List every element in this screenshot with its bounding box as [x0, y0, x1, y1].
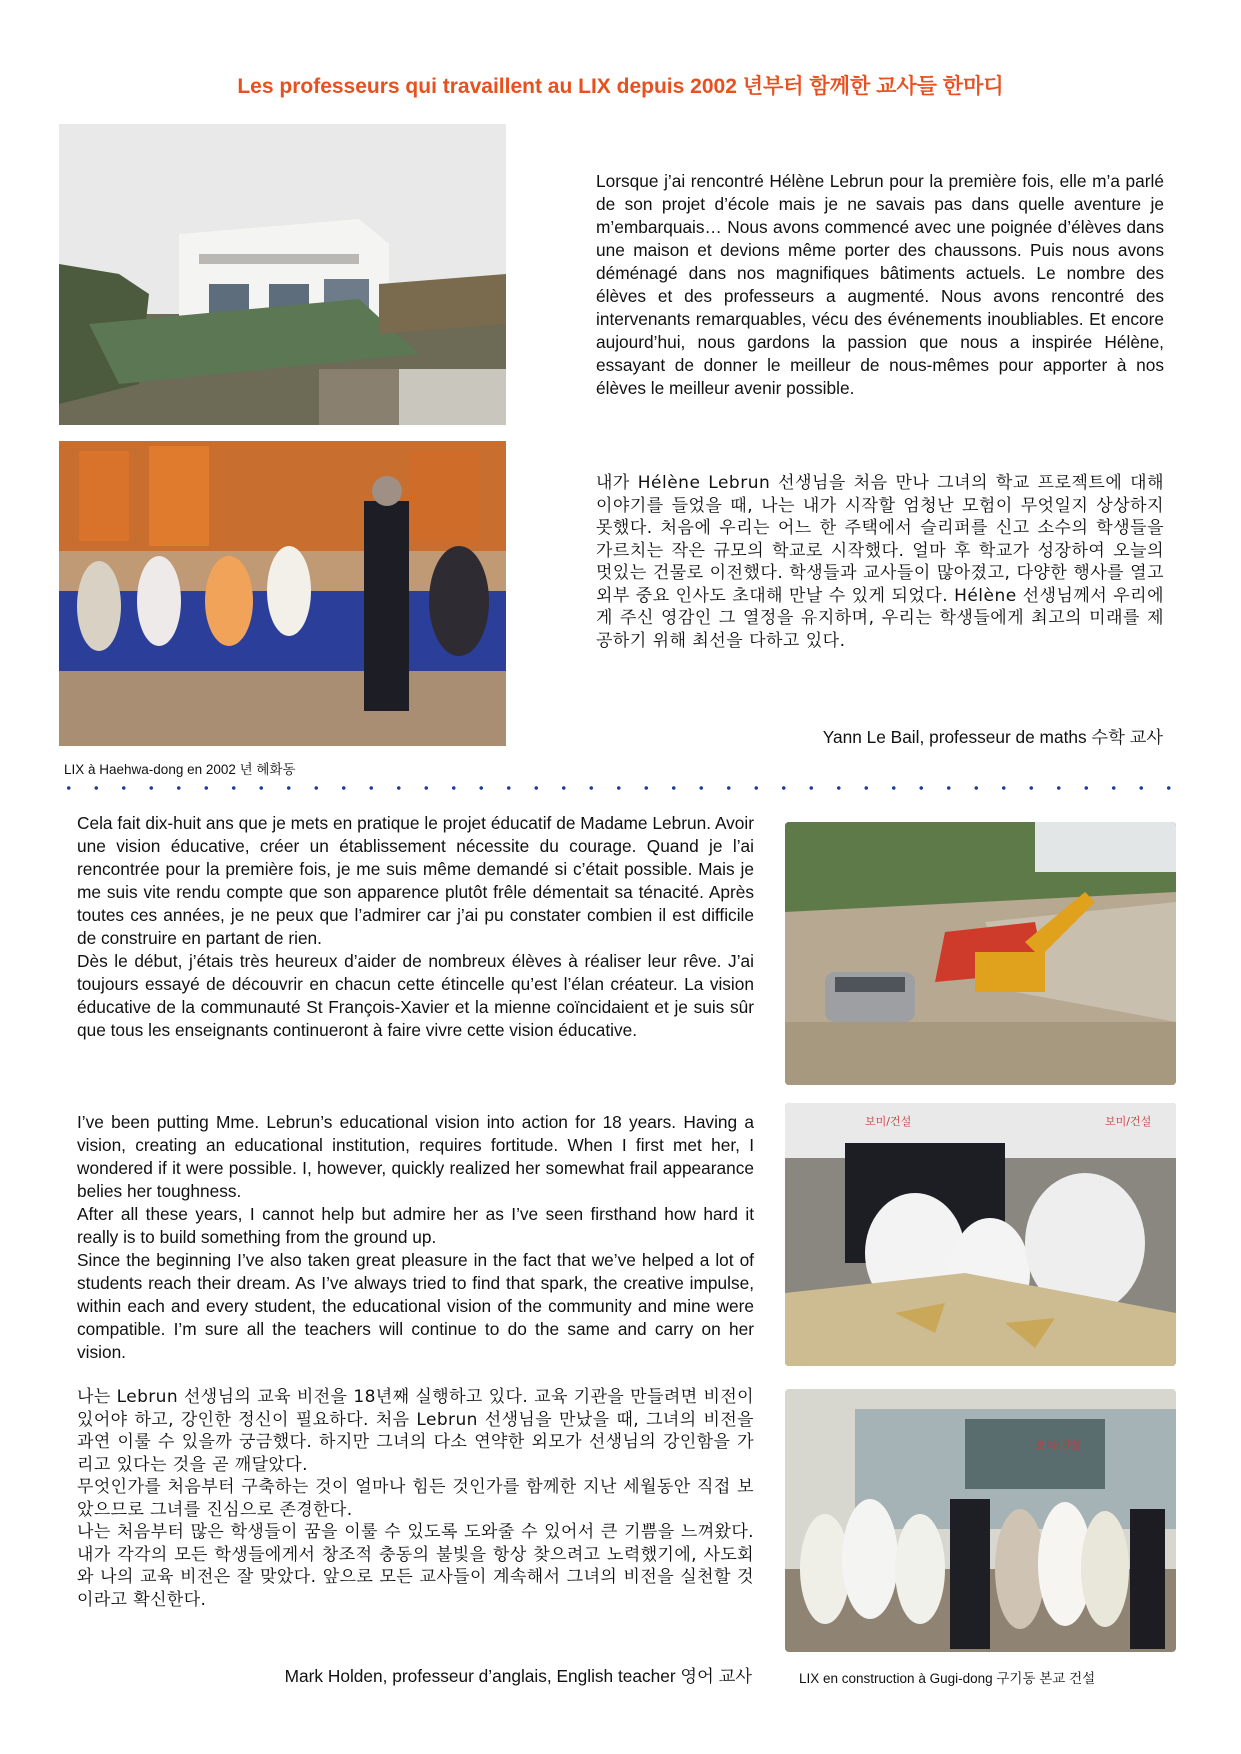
groundbreaking-ceremony-photo	[785, 1103, 1176, 1366]
banner-text-group: 보미/건설	[1035, 1439, 1082, 1452]
dotted-divider	[55, 785, 1185, 791]
photo-caption-gugi: LIX en construction à Gugi-dong 구기동 본교 건설	[799, 1671, 1096, 1686]
mark-korean-paragraph-2: 무엇인가를 처음부터 구축하는 것이 얼마나 힘든 것인가를 함께한 지난 세월동안 직접 보았으므로 그녀를 진심으로 존경한다.	[77, 1477, 754, 1520]
mark-korean-paragraph-1: 나는 Lebrun 선생님의 교육 비전을 18년째 실행하고 있다. 교육 기관을 만들려면 비전이 있어야 하고, 강인한 정신이 필요하다. 처음 Lebrun 선생님을 만났을 때, 그녀의 비전을 과연 이룰 수 있을까 궁금했다. 하지만 그녀의 다소 연약한 외모가 선생님의 강인함을 가리고 있다는 것을 곧 깨달았다.	[77, 1387, 754, 1475]
testimony-mark-french	[77, 812, 754, 1042]
mark-korean-paragraph-3: 나는 처음부터 많은 학생들이 꿈을 이룰 수 있도록 도와줄 수 있어서 큰 기쁨을 느껴왔다. 내가 각각의 모든 학생들에게서 창조적 충동의 불빛을 항상 찾으려고 노력했기에, 사도회와 나의 교육 비전은 잘 맞았다. 앞으로 모든 교사들이 계속해서 그녀의 비전을 실천할 것이라고 확신한다.	[77, 1522, 754, 1610]
classroom-photo	[59, 441, 506, 746]
mark-english-paragraph-3: Since the beginning I’ve also taken great pleasure in the fact that we’ve helped a lot of students reach their dream. As I’ve always tried to find that spark, the creative impulse, within each and every student, the educational vision of the community and mine were compatible. I’m sure all the teachers will continue to do the same and carry on her vision.	[77, 1250, 754, 1362]
mark-english-paragraph-2: After all these years, I cannot help but admire her as I’ve seen firsthand how hard it really is to build something from the ground up.	[77, 1204, 754, 1247]
testimony-yann-korean	[596, 472, 1164, 652]
testimony-mark-english	[77, 1111, 754, 1364]
mark-english-paragraph-1: I’ve been putting Mme. Lebrun’s educational vision into action for 18 years. Having a vision, creating an educational institution, requires fortitude. When I first met her, I wondered if it were possible. I, however, quickly realized her somewhat frail appearance belies her toughness.	[77, 1112, 754, 1201]
construction-site-photo	[785, 822, 1176, 1085]
banner-text-left: 보미/건설	[865, 1115, 912, 1128]
banner-text-right: 보미/건설	[1105, 1115, 1152, 1128]
testimony-mark-korean	[77, 1386, 754, 1611]
mark-french-paragraph-2: Dès le début, j’étais très heureux d’aider de nombreux élèves à réaliser leur rêve. J’ai toujours essayé de découvrir en chacun cette étincelle qu’est l’élan créateur. La vision éducative de la communauté St François-Xavier et la mienne coïncidaient et je suis sûr que tous les enseignants continueront à faire vivre cette vision éducative.	[77, 951, 754, 1040]
yann-korean-paragraph: 내가 Hélène Lebrun 선생님을 처음 만나 그녀의 학교 프로젝트에 대해 이야기를 들었을 때, 나는 내가 시작할 엄청난 모험이 무엇일지 상상하지 못했다. 처음에 우리는 어느 한 주택에서 슬리퍼를 신고 소수의 학생들을 가르치는 작은 규모의 학교로 시작했다. 얼마 후 학교가 성장하여 오늘의 멋있는 건물로 이전했다. 학생들과 교사들이 많아졌고, 다양한 행사를 열고 외부 중요 인사도 초대해 만날 수 있게 되었다. Hélène 선생님께서 우리에게 주신 영감인 그 열정을 유지하며, 우리는 학생들에게 최고의 미래를 제공하기 위해 최선을 다하고 있다.	[596, 473, 1164, 651]
page-title: Les professeurs qui travaillent au LIX depuis 2002 년부터 함께한 교사들 한마디	[237, 75, 1004, 98]
testimony-yann-french	[596, 170, 1164, 400]
house-photo	[59, 124, 506, 425]
photo-caption-haehwa: LIX à Haehwa-dong en 2002 년 혜화동	[64, 762, 296, 777]
group-photo	[785, 1389, 1176, 1652]
yann-french-paragraph: Lorsque j’ai rencontré Hélène Lebrun pour la première fois, elle m’a parlé de son projet d’école mais je ne savais pas dans quelle aventure je m’embarquais… Nous avons commencé avec une poignée d’élèves dans une maison et devions même porter des chaussons. Puis nous avons déménagé dans nos magnifiques bâtiments actuels. Le nombre des élèves et des professeurs a augmenté. Nous avons rencontré des intervenants remarquables, vécu des événements inoubliables. Et encore aujourd’hui, nous gardons la passion que nous a inspirée Hélène, essayant de donner le meilleur de nous-mêmes pour apporter à nos élèves le meilleur avenir possible.	[596, 171, 1164, 398]
signature-mark: Mark Holden, professeur d’anglais, English teacher 영어 교사	[284, 1666, 752, 1686]
signature-yann: Yann Le Bail, professeur de maths 수학 교사	[822, 727, 1163, 747]
mark-french-paragraph-1: Cela fait dix-huit ans que je mets en pratique le projet éducatif de Madame Lebrun. Avoir une vision éducative, créer un établissement nécessite du courage. Quand je l’ai rencontrée pour la première fois, je me suis même demandé si c’était possible. Mais je me suis vite rendu compte que son apparence plutôt frêle démentait sa ténacité. Après toutes ces années, je ne peux que l’admirer car j’ai pu constater combien il est difficile de construire en partant de rien.	[77, 813, 754, 948]
